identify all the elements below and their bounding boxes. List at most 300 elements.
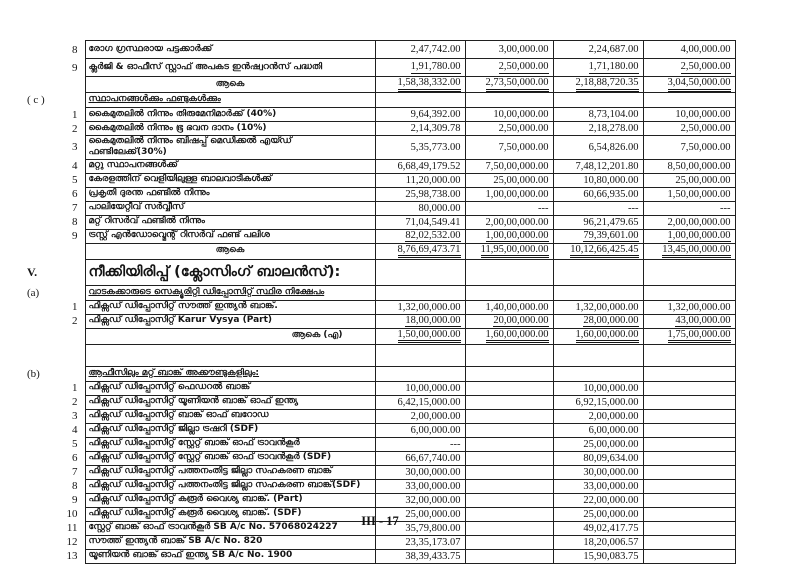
value-cell-col4 [643,59,735,77]
amount: 6,54,826.00 [588,141,639,153]
amount: 11,95,00,000.00 [481,244,549,258]
description-cell: സ്റ്റേറ്റ് ബാങ്ക് ഓഫ് ട്രാവൻകൂർ SB A/c No. 57068024227 [85,521,375,535]
description-cell: സൗത്ത് ഇന്ത്യൻ ബാങ്ക് SB A/c No. 820 [85,535,375,549]
amount: 1,50,00,000.00 [398,329,461,343]
row-number: 10 [66,508,78,520]
table-row [25,423,735,437]
value-cell-col3 [553,479,643,493]
amount: 25,98,738.00 [405,188,461,200]
description-cell: ഫിക്സഡ് ഡിപ്പോസിറ്റ് സ്റ്റേറ്റ് ബാങ്ക് ഓഫ് ട്രാവൻകൂർ (SDF) [85,451,375,465]
value-cell-col4 [643,395,735,409]
value-cell-col3 [553,187,643,201]
section-marker [25,173,59,187]
description-cell: ഫിക്സഡ് ഡിപ്പോസിറ്റ് Karur Vysya (Part) [85,314,375,328]
amount: 2,00,000.00 [410,410,461,422]
value-cell-col1 [375,535,465,549]
value-cell-col1 [375,493,465,507]
amount: 8,50,00,000.00 [667,160,731,172]
row-number: 9 [72,494,78,506]
section-marker [25,535,59,549]
value-cell-col3 [553,243,643,259]
value-cell-col4 [643,300,735,314]
value-cell-col3 [553,59,643,77]
value-cell-col2 [465,229,553,243]
amount: 25,00,000.00 [583,438,639,450]
amount: --- [538,202,549,214]
section-marker [25,409,59,423]
value-cell-col1 [375,328,465,344]
description-cell: ഫിക്സഡ് ഡിപ്പോസിറ്റ് ജില്ലാ ട്രഷറി (SDF) [85,423,375,437]
amount: 9,64,392.00 [410,109,461,120]
section-marker [25,344,59,366]
row-number: 3 [72,141,78,154]
value-cell-col2 [465,173,553,187]
amount: 1,00,00,000.00 [485,229,549,241]
value-cell-col2 [465,549,553,563]
row-number: 6 [72,452,78,464]
value-cell-col2 [465,328,553,344]
value-cell-col4 [643,328,735,344]
amount: 82,02,532.00 [405,229,461,241]
value-cell-col1 [375,465,465,479]
amount: 1,75,00,000.00 [668,329,731,343]
row-number: 2 [72,315,78,327]
section-marker [25,437,59,451]
value-cell-col2 [465,77,553,93]
value-cell-col4 [643,173,735,187]
row-number: 2 [72,396,78,408]
amount: 7,50,000.00 [680,141,731,153]
amount: 1,32,00,000.00 [575,301,639,313]
value-cell-col3 [553,423,643,437]
value-cell-col4 [643,41,735,59]
amount: 1,00,00,000.00 [667,229,731,241]
value-cell-col1 [375,549,465,563]
amount: 6,42,15,000.00 [397,396,461,408]
amount: 10,00,000.00 [405,382,461,394]
value-cell-col3 [553,136,643,160]
amount: 2,47,742.00 [410,44,461,55]
financial-statement-table [25,40,736,564]
amount: 13,45,00,000.00 [662,244,730,258]
value-cell-col4 [643,549,735,563]
amount: 2,00,00,000.00 [485,216,549,228]
row-number: 9 [72,61,78,74]
value-cell-col2 [465,366,553,381]
amount: 30,00,000.00 [405,466,461,478]
value-cell-col4 [643,366,735,381]
row-number: 1 [72,108,78,121]
section-marker [25,465,59,479]
description-cell [85,93,375,108]
amount: 10,00,000.00 [583,382,639,394]
section-marker: (b) [27,367,40,380]
section-marker [25,229,59,243]
amount: 7,50,00,000.00 [485,160,549,172]
row-number: 2 [72,122,78,135]
row-number: 3 [72,410,78,422]
value-cell-col2 [465,535,553,549]
description-cell: യൂണിയൻ ബാങ്ക് ഓഫ് ഇന്ത്യ SB A/c No. 1900 [85,549,375,563]
row-number: 4 [72,160,78,172]
amount: 2,50,000.00 [680,61,731,73]
total-label-cell [85,328,375,344]
value-cell-col2 [465,243,553,259]
value-cell-col2 [465,259,553,285]
value-cell-col1 [375,479,465,493]
value-cell-col2 [465,93,553,108]
amount: 6,68,49,179.52 [397,160,461,172]
value-cell-col3 [553,300,643,314]
value-cell-col1 [375,395,465,409]
value-cell-col3 [553,493,643,507]
section-heading: വാടകക്കാരുടെ സെക്യൂരിറ്റി ഡിപ്പോസിറ്റ് സ്ഥിര നിക്ഷേപം [88,286,325,297]
table-row [25,229,735,243]
table-row [25,122,735,136]
amount: 10,00,000.00 [675,109,731,120]
amount: 1,60,00,000.00 [576,329,639,343]
description-cell: മറ്റു സ്ഥാപനങ്ങൾക്ക് [85,159,375,173]
section-marker [25,300,59,314]
table-row [25,535,735,549]
value-cell-col1 [375,409,465,423]
value-cell-col2 [465,108,553,122]
amount: 71,04,549.41 [405,216,461,228]
value-cell-col3 [553,328,643,344]
value-cell-col4 [643,381,735,395]
value-cell-col3 [553,344,643,366]
value-cell-col4 [643,493,735,507]
amount: 2,50,000.00 [498,61,549,73]
section-marker [25,381,59,395]
row-number: 1 [72,301,78,313]
description-cell: ഫിക്സഡ് ഡിപ്പോസിറ്റ് ബാങ്ക് ഓഫ് ബറോഡ [85,409,375,423]
amount: 1,32,00,000.00 [667,301,731,313]
value-cell-col3 [553,108,643,122]
value-cell-col4 [643,423,735,437]
table-row [25,328,735,344]
amount: 60,66,935.00 [583,188,639,200]
amount: 5,35,773.00 [410,141,461,153]
value-cell-col2 [465,381,553,395]
value-cell-col3 [553,259,643,285]
value-cell-col3 [553,285,643,300]
row-number: 5 [72,438,78,450]
amount: 1,58,38,332.00 [398,77,461,91]
value-cell-col3 [553,549,643,563]
row-number: 7 [72,466,78,478]
section-heading: സ്ഥാപനങ്ങൾക്കും ഫണ്ടുകൾക്കും [88,94,221,105]
amount: 6,00,000.00 [588,424,639,436]
total-label: ആകെ [215,245,245,256]
amount: 6,92,15,000.00 [575,396,639,408]
section-marker: V. [27,264,38,279]
value-cell-col2 [465,465,553,479]
amount: 28,00,000.00 [583,314,639,326]
row-number: 6 [72,188,78,200]
table-row [25,243,735,259]
amount: 1,32,00,000.00 [397,301,461,313]
amount: 30,00,000.00 [583,466,639,478]
row-number: 8 [72,216,78,228]
value-cell-col2 [465,136,553,160]
section-heading: ആഫീസിലും മറ്റ് ബാങ്ക് അക്കൗണ്ടുകളിലും: [88,367,260,378]
section-marker: (a) [27,286,40,299]
table-row [25,493,735,507]
amount: 80,09,634.00 [583,452,639,464]
row-number [59,77,85,93]
value-cell-col1 [375,41,465,59]
value-cell-col4 [643,259,735,285]
amount: 2,24,687.00 [588,44,639,55]
value-cell-col1 [375,77,465,93]
value-cell-col3 [553,201,643,215]
section-marker: ( c ) [27,94,45,106]
value-cell-col4 [643,465,735,479]
row-number: 8 [72,480,78,492]
value-cell-col1 [375,344,465,366]
table-body [25,41,735,564]
value-cell-col4 [643,93,735,108]
description-cell: നീക്കിയിരിപ്പ് (ക്ലോസിംഗ് ബാലൻസ്): [85,259,375,285]
section-marker [25,108,59,122]
description-cell [85,366,375,381]
table-row [25,344,735,366]
amount: 2,73,50,000.00 [486,77,549,91]
description-cell: രോഗ ഗ്രസ്ഥരായ പട്ടക്കാർക്ക് [85,41,375,59]
section-marker [25,328,59,344]
value-cell-col3 [553,381,643,395]
value-cell-col2 [465,423,553,437]
amount: 1,00,00,000.00 [485,188,549,200]
table-row [25,59,735,77]
value-cell-col1 [375,259,465,285]
amount: 33,00,000.00 [405,480,461,492]
section-marker [25,122,59,136]
amount: 10,12,66,425.45 [570,244,638,258]
row-number [59,285,85,300]
row-number [59,344,85,366]
table-row [25,77,735,93]
description-cell: ഫിക്സഡ് ഡിപ്പോസിറ്റ് പത്തനംതിട്ട ജില്ലാ സഹകരണ ബാങ്ക്(SDF) [85,479,375,493]
amount: 4,00,000.00 [680,44,731,55]
page-number: III - 17 [361,514,399,528]
row-number [59,93,85,108]
table-row [25,187,735,201]
value-cell-col2 [465,451,553,465]
amount: 25,00,000.00 [583,508,639,520]
value-cell-col1 [375,108,465,122]
amount: 1,40,00,000.00 [485,301,549,313]
row-number [59,243,85,259]
value-cell-col3 [553,229,643,243]
value-cell-col1 [375,243,465,259]
value-cell-col1 [375,122,465,136]
value-cell-col3 [553,314,643,328]
value-cell-col4 [643,159,735,173]
value-cell-col1 [375,59,465,77]
amount: 2,00,00,000.00 [667,216,731,228]
description-cell: ഫിക്സഡ് ഡിപ്പോസിറ്റ് കരൂർ വൈശ്യ ബാങ്ക്. (SDF) [85,507,375,521]
table-row [25,259,735,285]
table-row [25,395,735,409]
amount: 20,00,000.00 [493,314,549,326]
row-number: 11 [66,522,78,534]
value-cell-col1 [375,285,465,300]
amount: 11,20,000.00 [405,174,461,186]
value-cell-col4 [643,215,735,229]
value-cell-col4 [643,314,735,328]
description-cell: ക്ലർജി & ഓഫീസ് സ്റ്റാഫ് അപകട ഇൻഷ്വറൻസ് പദ്ധതി [85,59,375,77]
amount: 2,14,309.78 [410,123,461,134]
total-label-cell [85,77,375,93]
amount: 1,91,780.00 [410,61,461,73]
section-marker [25,243,59,259]
section-marker [25,549,59,563]
description-cell: കേരളത്തിന് വെളിയിലുള്ള ബാലവാടികൾക്ക് [85,173,375,187]
value-cell-col4 [643,201,735,215]
description-cell: പ്രകൃതി ദുരന്ത ഫണ്ടിൽ നിന്നും [85,187,375,201]
row-number: 1 [72,382,78,394]
table-row [25,437,735,451]
description-cell: കൈമുതലിൽ നിന്നും ഭൂ ഭവന ദാനം (10%) [85,122,375,136]
value-cell-col3 [553,395,643,409]
amount: --- [628,202,639,214]
total-label: ആകെ [215,78,245,89]
amount: --- [720,202,731,214]
value-cell-col1 [375,423,465,437]
value-cell-col3 [553,535,643,549]
table-row [25,215,735,229]
value-cell-col3 [553,465,643,479]
section-marker [25,423,59,437]
row-number: 8 [72,43,78,56]
row-number: 5 [72,174,78,186]
value-cell-col3 [553,159,643,173]
description-cell: ഫിക്സഡ് ഡിപ്പോസിറ്റ് സ്റ്റേറ്റ് ബാങ്ക് ഓഫ് ട്രാവൻകൂർ [85,437,375,451]
value-cell-col1 [375,451,465,465]
table-row [25,108,735,122]
amount: 2,00,000.00 [588,410,639,422]
description-cell [85,285,375,300]
section-marker [25,451,59,465]
section-marker [25,59,59,77]
value-cell-col3 [553,93,643,108]
amount: 96,21,479.65 [583,216,639,228]
value-cell-col4 [643,437,735,451]
table-row [25,479,735,493]
amount: 10,80,000.00 [583,174,639,186]
amount: 1,50,00,000.00 [667,188,731,200]
value-cell-col2 [465,187,553,201]
value-cell-col1 [375,136,465,160]
amount: 18,00,000.00 [405,314,461,326]
amount: 18,20,006.57 [583,536,639,548]
section-marker [25,201,59,215]
amount: 1,71,180.00 [588,61,639,73]
value-cell-col1 [375,159,465,173]
table-row [25,159,735,173]
value-cell-col2 [465,344,553,366]
total-label: ആകെ (എ) [291,330,343,341]
value-cell-col1 [375,366,465,381]
row-number: 9 [72,230,78,242]
value-cell-col4 [643,535,735,549]
value-cell-col3 [553,409,643,423]
value-cell-col4 [643,243,735,259]
section-marker [25,395,59,409]
table-row [25,41,735,59]
value-cell-col3 [553,41,643,59]
value-cell-col1 [375,215,465,229]
table-row [25,93,735,108]
amount: 25,00,000.00 [675,174,731,186]
row-number [59,328,85,344]
value-cell-col4 [643,187,735,201]
value-cell-col4 [643,451,735,465]
value-cell-col2 [465,201,553,215]
value-cell-col4 [643,77,735,93]
value-cell-col1 [375,300,465,314]
table-row [25,300,735,314]
section-marker [25,493,59,507]
description-cell: പാലിയേറ്റീവ് സർവ്വീസ് [85,201,375,215]
amount: 33,00,000.00 [583,480,639,492]
value-cell-col3 [553,451,643,465]
description-cell: മറ്റ് റിസർവ് ഫണ്ടിൽ നിന്നും [85,215,375,229]
value-cell-col3 [553,366,643,381]
value-cell-col2 [465,395,553,409]
description-cell: കൈമുതലിൽ നിന്നും ബിഷപ്പ് മെഡിക്കൽ എയ്ഡ് ഫണ്ടിലേക്ക്(30%) [85,136,375,160]
section-marker [25,159,59,173]
value-cell-col4 [643,229,735,243]
value-cell-col1 [375,93,465,108]
description-cell: ഫിക്സഡ് ഡിപ്പോസിറ്റ് ഫെഡറൽ ബാങ്ക് [85,381,375,395]
amount: 7,50,000.00 [498,141,549,153]
value-cell-col2 [465,314,553,328]
row-number: 12 [66,536,78,548]
description-cell: ഫിക്സഡ് ഡിപ്പോസിറ്റ് സൗത്ത് ഇന്ത്യൻ ബാങ്ക്. [85,300,375,314]
table-row [25,465,735,479]
value-cell-col2 [465,59,553,77]
value-cell-col1 [375,314,465,328]
amount: 15,90,083.75 [583,550,639,562]
value-cell-col1 [375,229,465,243]
description-cell: ട്രസ്റ്റ് എൻഡോവ്മെന്റ് റിസർവ് ഫണ്ട് പലിശ [85,229,375,243]
amount: 3,04,50,000.00 [668,77,731,91]
value-cell-col2 [465,215,553,229]
table-row [25,314,735,328]
value-cell-col1 [375,201,465,215]
amount: 22,00,000.00 [583,494,639,506]
amount: 8,76,69,473.71 [398,244,461,258]
amount: --- [450,438,461,450]
value-cell-col3 [553,173,643,187]
value-cell-col4 [643,409,735,423]
amount: 23,35,173.07 [405,536,461,548]
description-cell: ഫിക്സഡ് ഡിപ്പോസിറ്റ് പത്തനംതിട്ട ജില്ലാ സഹകരണ ബാങ്ക് [85,465,375,479]
amount: 6,00,000.00 [410,424,461,436]
amount: 7,48,12,201.80 [575,160,639,172]
value-cell-col1 [375,187,465,201]
description-cell: ഫിക്സഡ് ഡിപ്പോസിറ്റ് കരൂർ വൈശ്യ ബാങ്ക്. (Part) [85,493,375,507]
section-marker [25,479,59,493]
table-row [25,549,735,563]
row-number [59,366,85,381]
description-cell: ഫിക്സഡ് ഡിപ്പോസിറ്റ് യൂണിയൻ ബാങ്ക് ഓഫ് ഇന്ത്യ [85,395,375,409]
amount: 25,00,000.00 [405,508,461,520]
table-row [25,381,735,395]
